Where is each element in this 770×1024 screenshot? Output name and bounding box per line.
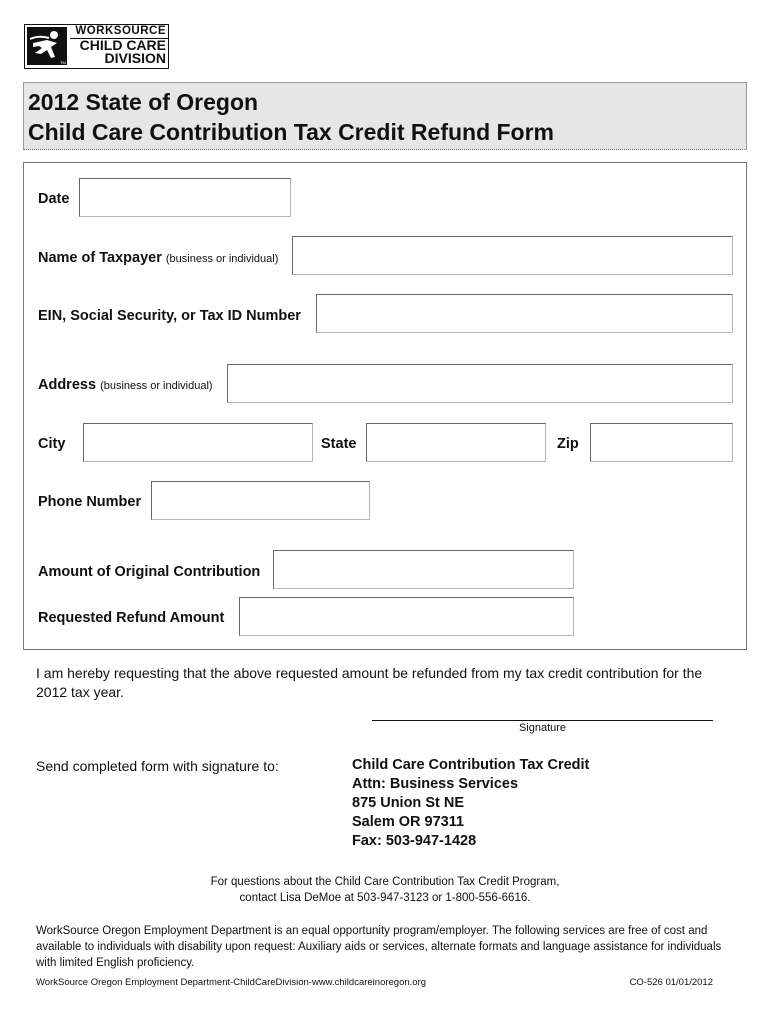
ein-field[interactable] <box>316 294 733 333</box>
logo-wordmark <box>70 25 168 65</box>
logo-line-3: DIVISION <box>104 50 166 66</box>
questions-line-1: For questions about the Child Care Contribution Tax Credit Program, <box>210 876 560 888</box>
request-statement: I am hereby requesting that the above requested amount be refunded from my tax credit contribution for the 2012 tax year. <box>36 665 703 700</box>
state-label: State <box>321 436 357 452</box>
address-line-2: Attn: Business Services <box>352 776 519 792</box>
refund-amount-field[interactable] <box>239 597 574 636</box>
city-label: City <box>38 436 66 452</box>
address-line-5: Fax: 503-947-1428 <box>352 833 477 849</box>
signature-label: Signature <box>518 722 567 734</box>
form-number: CO-526 01/01/2012 <box>629 977 713 988</box>
trademark-mark: TM <box>60 60 66 65</box>
address-note: (business or individual) <box>100 380 213 392</box>
taxpayer-label-text: Name of Taxpayer <box>38 250 162 266</box>
ein-label: EIN, Social Security, or Tax ID Number <box>38 308 301 324</box>
title-banner <box>23 82 747 150</box>
taxpayer-label <box>38 250 278 266</box>
eeo-statement: WorkSource Oregon Employment Department is an equal opportunity program/employer. The following services are free of cost and available to individuals with disability upon request: Auxiliary aids or services, alternate formats and language assistance for individuals with limited English proficiency. <box>36 925 722 969</box>
original-contribution-label: Amount of Original Contribution <box>38 564 261 580</box>
runner-figure-icon <box>27 27 67 65</box>
questions-line-2: contact Lisa DeMoe at 503-947-3123 or 1-800-556-6616. <box>239 892 531 904</box>
phone-label: Phone Number <box>38 494 142 510</box>
address-line-4: Salem OR 97311 <box>352 814 465 830</box>
logo-line-1: WORKSOURCE <box>70 25 168 39</box>
address-label <box>38 377 213 393</box>
mailing-address <box>352 756 589 851</box>
city-field[interactable] <box>83 423 313 462</box>
address-label-text: Address <box>38 377 97 393</box>
address-line-1: Child Care Contribution Tax Credit <box>352 757 590 773</box>
phone-field[interactable] <box>151 481 370 520</box>
date-label: Date <box>38 191 70 207</box>
taxpayer-note: (business or individual) <box>165 253 279 265</box>
address-line-3: 875 Union St NE <box>352 795 464 811</box>
questions-contact <box>36 874 734 906</box>
address-field[interactable] <box>227 364 733 403</box>
taxpayer-name-field[interactable] <box>292 236 733 275</box>
footer-left: WorkSource Oregon Employment Department-ChildCareDivision-www.childcareinoregon.org <box>36 977 427 988</box>
original-contribution-field[interactable] <box>273 550 574 589</box>
worksource-logo <box>24 24 169 69</box>
date-field[interactable] <box>79 178 291 217</box>
refund-amount-label: Requested Refund Amount <box>38 610 225 626</box>
zip-label: Zip <box>557 436 579 452</box>
state-field[interactable] <box>366 423 546 462</box>
zip-field[interactable] <box>590 423 733 462</box>
logo-line-2: CHILD CARE <box>79 37 166 53</box>
page-title: Child Care Contribution Tax Credit Refund Form <box>28 119 555 145</box>
signature-line[interactable] <box>372 720 713 721</box>
page-title-year: 2012 State of Oregon <box>28 89 259 115</box>
send-instructions: Send completed form with signature to: <box>36 758 279 774</box>
